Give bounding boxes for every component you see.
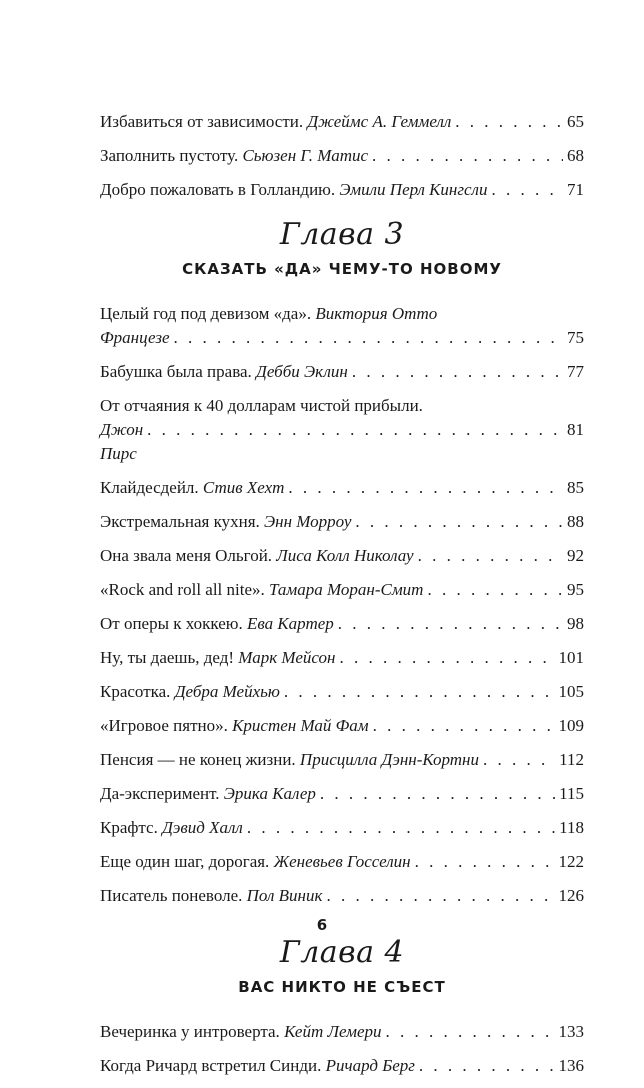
dot-leader (372, 144, 563, 168)
toc-entry-author: Лиса Колл Николау (276, 546, 414, 565)
toc-entry (100, 680, 584, 704)
toc-entry-author: Виктория Отто (315, 304, 438, 323)
dot-leader (455, 110, 563, 134)
toc-entry (100, 302, 584, 350)
toc-entry-page: 85 (567, 478, 584, 497)
toc-entry-page: 92 (567, 546, 584, 565)
toc-entry-page: 101 (558, 648, 584, 667)
toc-entry (100, 714, 584, 738)
toc-entry-text (100, 178, 487, 202)
toc-entry-title: Избавиться от зависимости. (100, 112, 304, 131)
dot-leader (247, 816, 555, 840)
toc-entry-text (100, 110, 451, 134)
toc-entry-author-cont: Францезе (100, 328, 170, 347)
toc-entry-author: Энн Морроу (264, 512, 352, 531)
toc-entry (100, 646, 584, 670)
dot-leader (427, 578, 563, 602)
toc-entry (100, 144, 584, 168)
toc-entry-author-cont: Джон Пирс (100, 420, 144, 463)
toc-entry-author: Присцилла Дэнн-Кортни (299, 750, 479, 769)
dot-leader (284, 680, 555, 704)
toc-entry-title: От отчаяния к 40 долларам чистой прибыли. (100, 396, 423, 415)
toc-entry (100, 782, 584, 806)
toc-entry-title: «Rock and roll all nite». (100, 580, 265, 599)
toc-entry-line-2 (100, 326, 584, 350)
toc-entry-text (100, 612, 334, 636)
toc-entry-title: Заполнить пустоту. (100, 146, 239, 165)
toc-entry-title: Еще один шаг, дорогая. (100, 852, 270, 871)
toc-entry (100, 544, 584, 568)
dot-leader (288, 476, 563, 500)
toc-entry-author: Тамара Моран-Смит (269, 580, 424, 599)
toc-entry-author: Марк Мейсон (238, 648, 336, 667)
toc-entry (100, 884, 584, 908)
toc-entry (100, 360, 584, 384)
toc-entry-page: 109 (558, 716, 584, 735)
toc-entry-text (100, 646, 335, 670)
toc-entry-title: Целый год под девизом «да». (100, 304, 312, 323)
toc-entry-title: Вечеринка у интроверта. (100, 1022, 280, 1041)
toc-entry-text (100, 850, 411, 874)
toc-entry-page: 105 (558, 682, 584, 701)
toc-list-top (100, 110, 584, 202)
toc-entry-page: 126 (558, 886, 584, 905)
toc-entry (100, 476, 584, 500)
toc-entry (100, 1054, 584, 1078)
toc-entry-line-1 (100, 302, 584, 326)
toc-entry (100, 850, 584, 874)
toc-entry-title: Когда Ричард встретил Синди. (100, 1056, 322, 1075)
dot-leader (174, 326, 563, 350)
toc-entry-page: 115 (559, 784, 584, 803)
toc-entry (100, 748, 584, 772)
toc-entry-page: 118 (559, 818, 584, 837)
toc-entry-page: 112 (559, 750, 584, 769)
toc-entry-page: 65 (567, 112, 584, 131)
toc-entry (100, 510, 584, 534)
toc-entry-text (100, 748, 479, 772)
dot-leader (338, 612, 563, 636)
toc-entry (100, 578, 584, 602)
toc-entry-text (100, 782, 316, 806)
dot-leader (491, 178, 563, 202)
dot-leader (326, 884, 554, 908)
toc-entry (100, 178, 584, 202)
dot-leader (373, 714, 555, 738)
toc-entry-author: Эмили Перл Кингсли (339, 180, 488, 199)
toc-entry (100, 110, 584, 134)
toc-list-chapter-3 (100, 302, 584, 908)
page-number: 6 (316, 916, 328, 934)
chapter-3-subtitle: СКАЗАТЬ «ДА» ЧЕМУ-ТО НОВОМУ (182, 260, 502, 278)
toc-entry-text (100, 360, 348, 384)
toc-entry-title: Добро пожаловать в Голландию. (100, 180, 336, 199)
dot-leader (483, 748, 555, 772)
toc-entry-page: 71 (567, 180, 584, 199)
toc-entry-title: От оперы к хоккею. (100, 614, 243, 633)
dot-leader (418, 544, 563, 568)
toc-entry (100, 816, 584, 840)
toc-entry-title: Писатель поневоле. (100, 886, 243, 905)
toc-entry-text (100, 510, 351, 534)
toc-entry-text (100, 884, 322, 908)
toc-entry-author: Сьюзен Г. Матис (242, 146, 369, 165)
toc-entry-text (100, 144, 368, 168)
toc-entry-author: Дебби Эклин (256, 362, 348, 381)
toc-entry-title: Клайдесдейл. (100, 478, 199, 497)
dot-leader (419, 1054, 555, 1078)
toc-entry-page: 88 (567, 512, 584, 531)
toc-entry-title: Бабушка была права. (100, 362, 252, 381)
toc-entry-text (100, 714, 369, 738)
toc-entry-author: Женевьев Госселин (273, 852, 411, 871)
toc-entry-author: Ева Картер (246, 614, 334, 633)
toc-entry-page: 75 (567, 328, 584, 347)
toc-entry-text (100, 680, 280, 704)
toc-entry-title: Ну, ты даешь, дед! (100, 648, 235, 667)
dot-leader (352, 360, 563, 384)
toc-entry-author: Кейт Лемери (284, 1022, 382, 1041)
toc-entry-title: Крафтс. (100, 818, 158, 837)
toc-entry-author: Дебра Мейхью (174, 682, 280, 701)
toc-entry-author: Джеймс А. Геммелл (307, 112, 452, 131)
chapter-4-subtitle: ВАС НИКТО НЕ СЪЕСТ (238, 978, 446, 996)
toc-entry-page: 77 (567, 362, 584, 381)
toc-entry-title: Экстремальная кухня. (100, 512, 260, 531)
toc-entry-line-2 (100, 418, 584, 466)
toc-entry-author: Пол Виник (246, 886, 323, 905)
toc-entry-page: 122 (558, 852, 584, 871)
dot-leader (386, 1020, 555, 1044)
chapter-3-title: Глава 3 (279, 217, 405, 252)
toc-entry-author: Дэвид Халл (162, 818, 243, 837)
table-of-contents (100, 110, 584, 1088)
toc-entry-page: 98 (567, 614, 584, 633)
toc-entry-text (100, 476, 284, 500)
toc-entry-text (100, 578, 423, 602)
toc-entry (100, 1020, 584, 1044)
toc-entry-page: 95 (567, 580, 584, 599)
toc-entry-page: 133 (558, 1022, 584, 1041)
toc-entry (100, 612, 584, 636)
dot-leader (339, 646, 554, 670)
toc-entry-author: Ричард Берг (325, 1056, 415, 1075)
toc-entry-text (100, 1020, 382, 1044)
toc-entry-text (100, 1054, 415, 1078)
toc-entry-title: «Игровое пятно». (100, 716, 228, 735)
toc-entry-text (100, 544, 414, 568)
dot-leader (147, 418, 563, 442)
toc-entry-page: 136 (558, 1056, 584, 1075)
toc-entry-title: Да-эксперимент. (100, 784, 220, 803)
dot-leader (415, 850, 555, 874)
toc-entry (100, 394, 584, 466)
toc-entry-title: Пенсия — не конец жизни. (100, 750, 296, 769)
toc-entry-author: Стив Хехт (202, 478, 285, 497)
toc-list-chapter-4 (100, 1020, 584, 1078)
chapter-4-title: Глава 4 (279, 935, 405, 970)
toc-entry-line-1 (100, 394, 584, 418)
dot-leader (355, 510, 563, 534)
toc-entry-title: Красотка. (100, 682, 171, 701)
toc-entry-page: 68 (567, 146, 584, 165)
dot-leader (320, 782, 555, 806)
toc-entry-page: 81 (567, 420, 584, 439)
toc-entry-text (100, 816, 243, 840)
toc-entry-title: Она звала меня Ольгой. (100, 546, 273, 565)
toc-entry-author: Кристен Май Фам (232, 716, 369, 735)
toc-entry-author: Эрика Калер (223, 784, 316, 803)
